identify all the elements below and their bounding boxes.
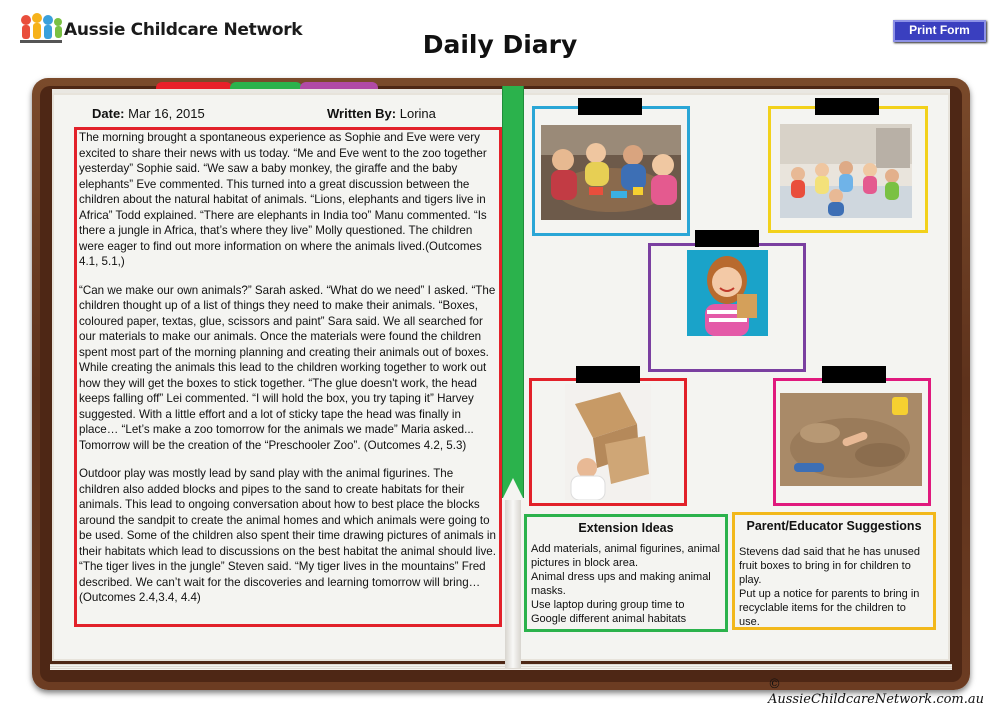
extension-ideas-title: Extension Ideas <box>578 521 674 535</box>
photo-label-4 <box>576 366 640 383</box>
extension-line: masks. <box>531 585 566 597</box>
photo-children-craft-table <box>541 125 681 220</box>
page-title: Daily Diary <box>422 30 578 59</box>
print-form-button[interactable]: Print Form <box>893 20 986 42</box>
photo-children-circle-time <box>780 124 912 218</box>
extension-line: pictures in block area. <box>531 557 638 569</box>
photo-label-5 <box>822 366 886 383</box>
photo-sand-play <box>780 393 922 486</box>
copyright-text: © AussieChildcareNetwork.com.au <box>768 677 985 707</box>
date-field <box>92 106 205 121</box>
date-label: Date: <box>92 106 125 121</box>
extension-line: Animal dress ups and making animal <box>531 571 711 583</box>
photo-girl-with-paper-craft <box>687 250 768 336</box>
bookmark-ribbon <box>502 86 524 498</box>
written-by-field <box>327 106 436 121</box>
written-by-value: Lorina <box>399 106 436 121</box>
parent-suggestions-box <box>732 512 936 630</box>
photo-child-with-cardboard-boxes <box>565 384 651 500</box>
photo-label-1 <box>578 98 642 115</box>
suggestion-line: fruit boxes to bring in for children to <box>739 560 911 572</box>
extension-line: Google different animal habitats <box>531 613 687 625</box>
photo-label-2 <box>815 98 879 115</box>
extension-ideas-box <box>524 514 728 632</box>
diary-paragraph: The morning brought a spontaneous experience as Sophie and Eve were very excited to share their news with us today. “Me and Eve went to the zoo together yesterday” Sophie said. “We saw a baby monkey, the giraffe and the baby elephants” Eve commented. This turned into a great discussion between the children about the natural habitat of animals. “Lions, elephants and tigers live in Africa” Todd explained. “There are elephants in India too” Manu commented. “Is there a jungle in Africa, that’s where they live” Molly questioned. The children were eager to find out more information on where the animals lived.(Outcomes 4.1, 5.1,) <box>79 131 487 268</box>
written-by-label: Written By: <box>327 106 397 121</box>
parent-suggestions-title: Parent/Educator Suggestions <box>746 519 922 533</box>
photo-label-3 <box>695 230 759 247</box>
diary-paragraph: “Can we make our own animals?” Sarah asked. “What do we need” I asked. “The children thought up of a list of things they need to make their animals. “Boxes, coloured paper, textas, glue, scissors and paint” Sara said. We all searched for our materials to make our animals. Once the materials were found the children spent most part of the morning planning and creating their animals out of boxes. While creating the animals this lead to the children working together to work out how they will get the boxes to stick together. “The glue doesn't work, the head keeps falling off” Lei commented. “I will hold the box, you try taping it” Harvey suggested. With a little effort and a lot of sticky tape the head was finally in place… “Let’s make a zoo tomorrow for the animals we made” Maria asked... Tomorrow will be the creation of the “Preschooler Zoo”. (Outcomes 4.2, 5.3) <box>79 283 496 452</box>
bookmark-ribbon-notch <box>502 478 524 500</box>
suggestion-line: Put up a notice for parents to bring in <box>739 588 920 600</box>
page-edges <box>50 664 952 670</box>
suggestion-line: recyclable items for the children to use. <box>739 602 906 628</box>
date-value: Mar 16, 2015 <box>128 106 205 121</box>
extension-line: Add materials, animal figurines, animal <box>531 543 720 555</box>
logo-text: Aussie Childcare Network <box>64 20 303 40</box>
extension-line: Use laptop during group time to <box>531 599 685 611</box>
diary-entry-box <box>74 127 502 627</box>
diary-paragraph: Outdoor play was mostly lead by sand play with the animal figurines. The children also added blocks and pipes to the sand to create habitats for their animals. This lead to ongoing conversation about how to best place the blocks around the sandpit to create the animal homes and which animals were going to be used. Some of the children also spent their time drawing pictures of animals in their habitats which lead to discussions on the best habitat the animal should live. “The tiger lives in the jungle” Steven said. “My tiger lives in the mountains” Fred described. We can’t wait for the discoveries and learning tomorrow will bring… (Outcomes 2.4,3.4, 4.4) <box>79 467 496 604</box>
suggestion-line: Stevens dad said that he has unused <box>739 546 921 558</box>
suggestion-line: play. <box>739 574 762 586</box>
